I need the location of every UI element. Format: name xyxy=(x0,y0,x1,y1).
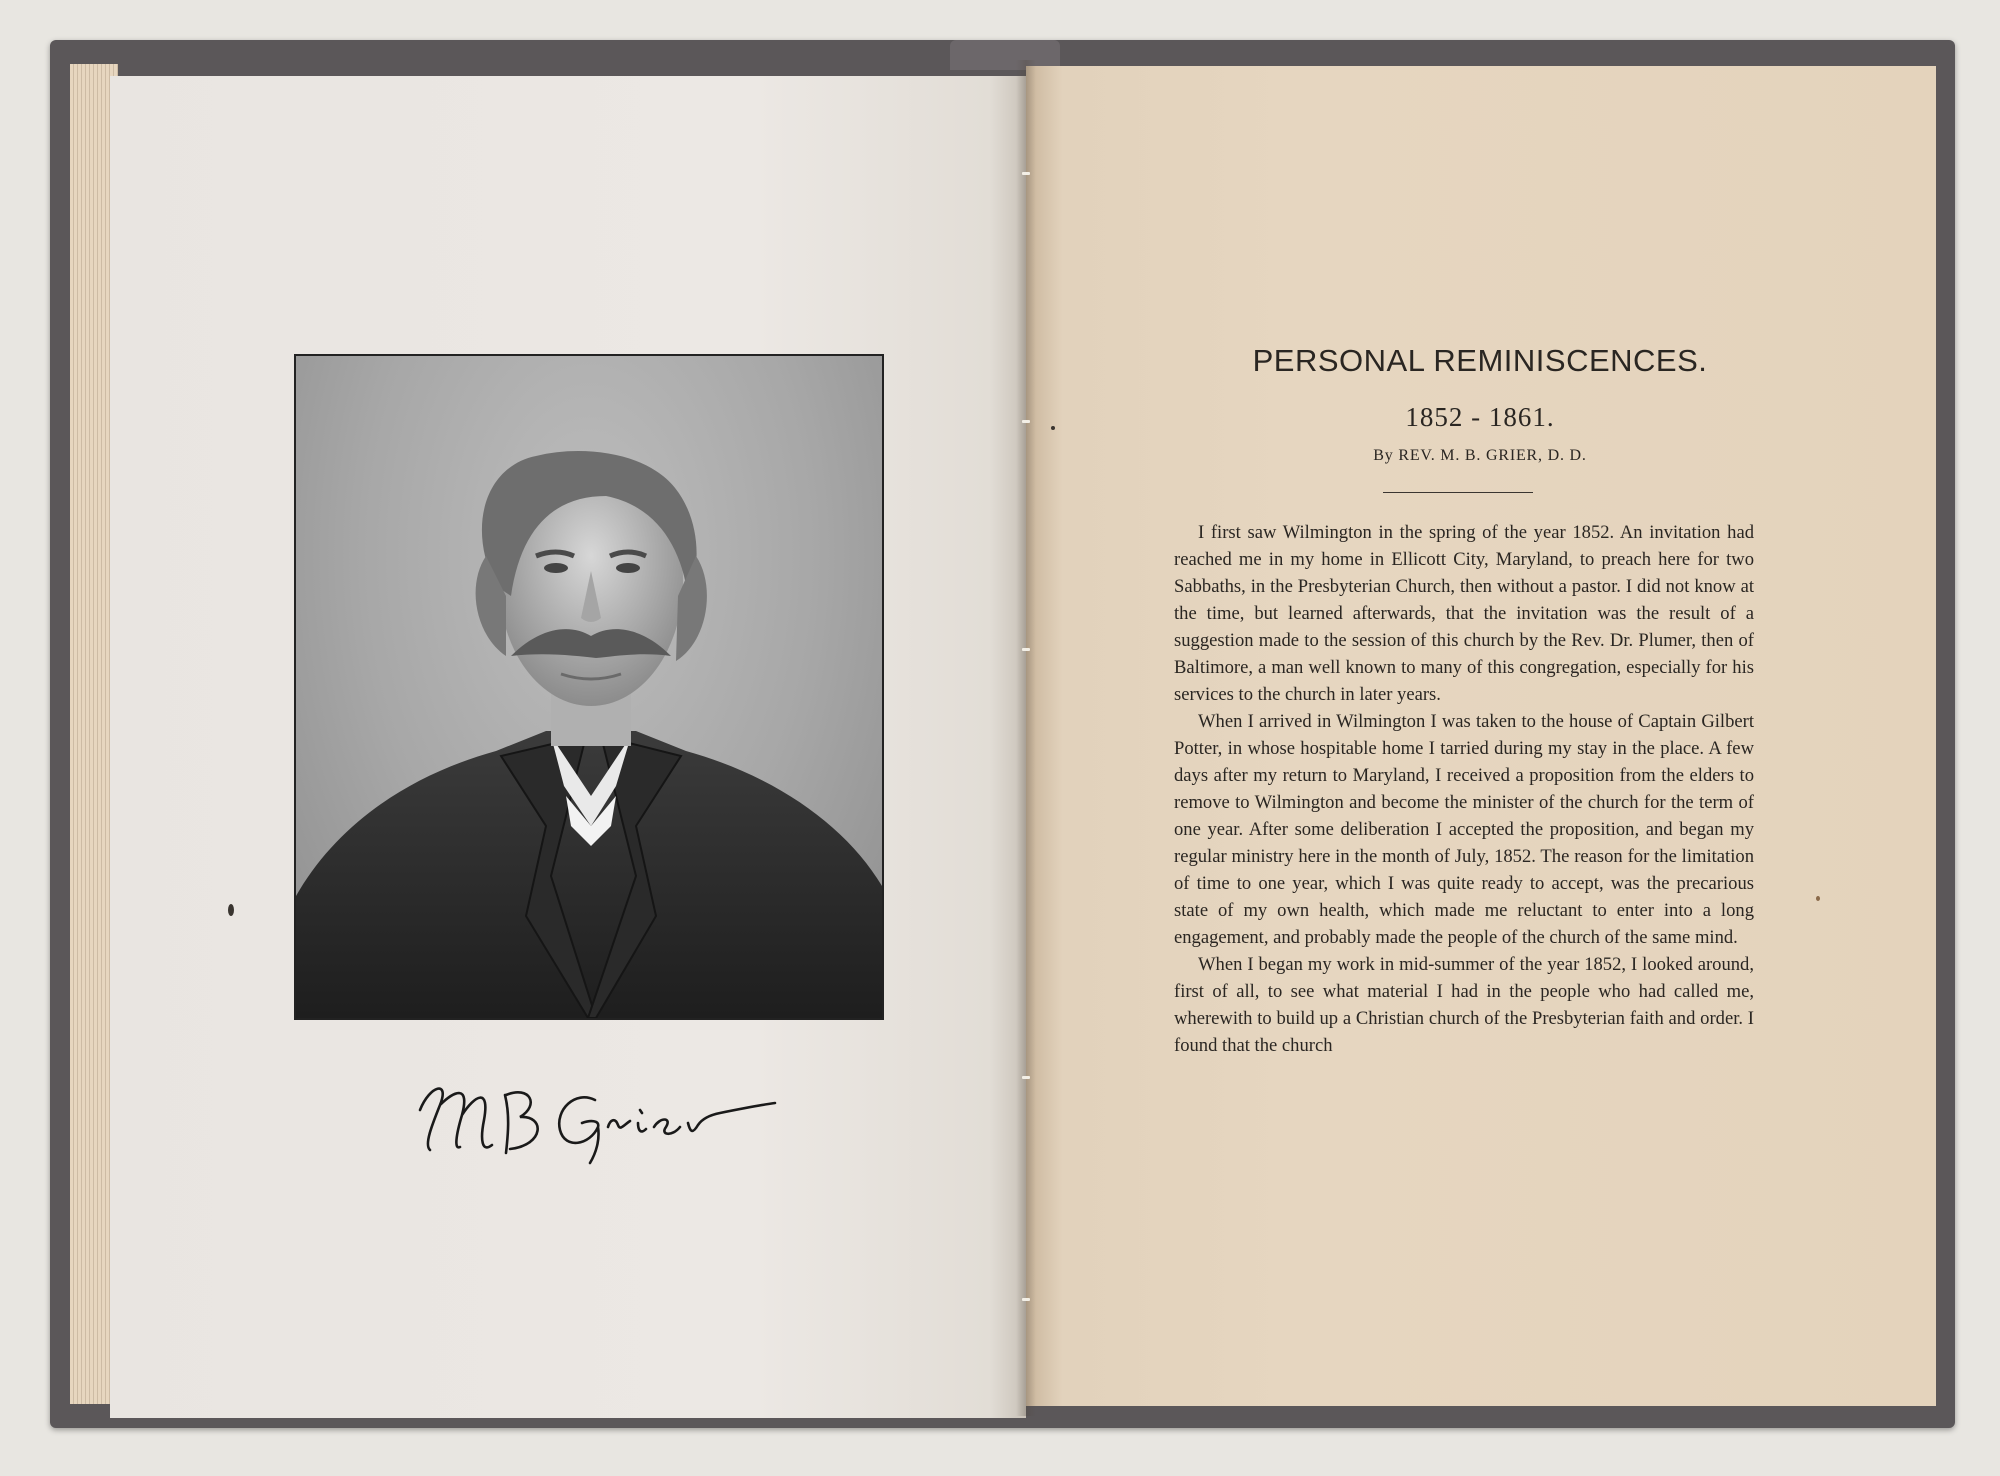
divider xyxy=(1383,492,1533,493)
binding-stitch xyxy=(1022,1076,1030,1079)
portrait-photo xyxy=(294,354,884,1020)
signature xyxy=(410,1065,780,1165)
ink-spot xyxy=(228,904,234,916)
binding-stitch xyxy=(1022,648,1030,651)
author-byline: By REV. M. B. GRIER, D. D. xyxy=(1373,447,1587,464)
paragraph: I first saw Wilmington in the spring of the year 1852. An invitation had reached me in my home in Ellicott City, Maryland, to preach here for two Sabbaths, in the Presbyterian Church, then without a pastor. I did not know at the time, but learned afterwards, that the invitation was the result of a suggestion made to the session of this church by the Rev. Dr. Plumer, then of Baltimore, a man well known to many of this congregation, especially for his services to the church in later years. xyxy=(1174,522,1754,705)
binding-stitch xyxy=(1022,172,1030,175)
date-range: 1852 - 1861. xyxy=(1405,402,1555,432)
binding-stitch xyxy=(1022,1298,1030,1301)
book-gutter xyxy=(1016,60,1036,1416)
page-title: PERSONAL REMINISCENCES. xyxy=(1252,343,1708,378)
paragraph: When I began my work in mid-summer of the year 1852, I looked around, first of all, to see what material I had in the people who had called me, wherewith to build up a Christian church of the Presbyterian faith and order. I found that the church xyxy=(1174,954,1754,1056)
paragraph: When I arrived in Wilmington I was taken to the house of Captain Gilbert Potter, in whose hospitable home I tarried during my stay in the place. A few days after my return to Maryland, I received a proposition from the elders to remove to Wilmington and become the minister of the church for the term of one year. After some deliberation I accepted the proposition, and began my regular ministry here in the month of July, 1852. The reason for the limitation of time to one year, which I was quite ready to accept, was the precarious state of my own health, which made me reluctant to enter into a long engagement, and probably made the people of the church of the same mind. xyxy=(1174,711,1754,948)
foxing-spot xyxy=(1816,896,1820,901)
binding-stitch xyxy=(1022,420,1030,423)
ink-spot xyxy=(1051,426,1055,430)
body-text xyxy=(1174,519,1754,1059)
